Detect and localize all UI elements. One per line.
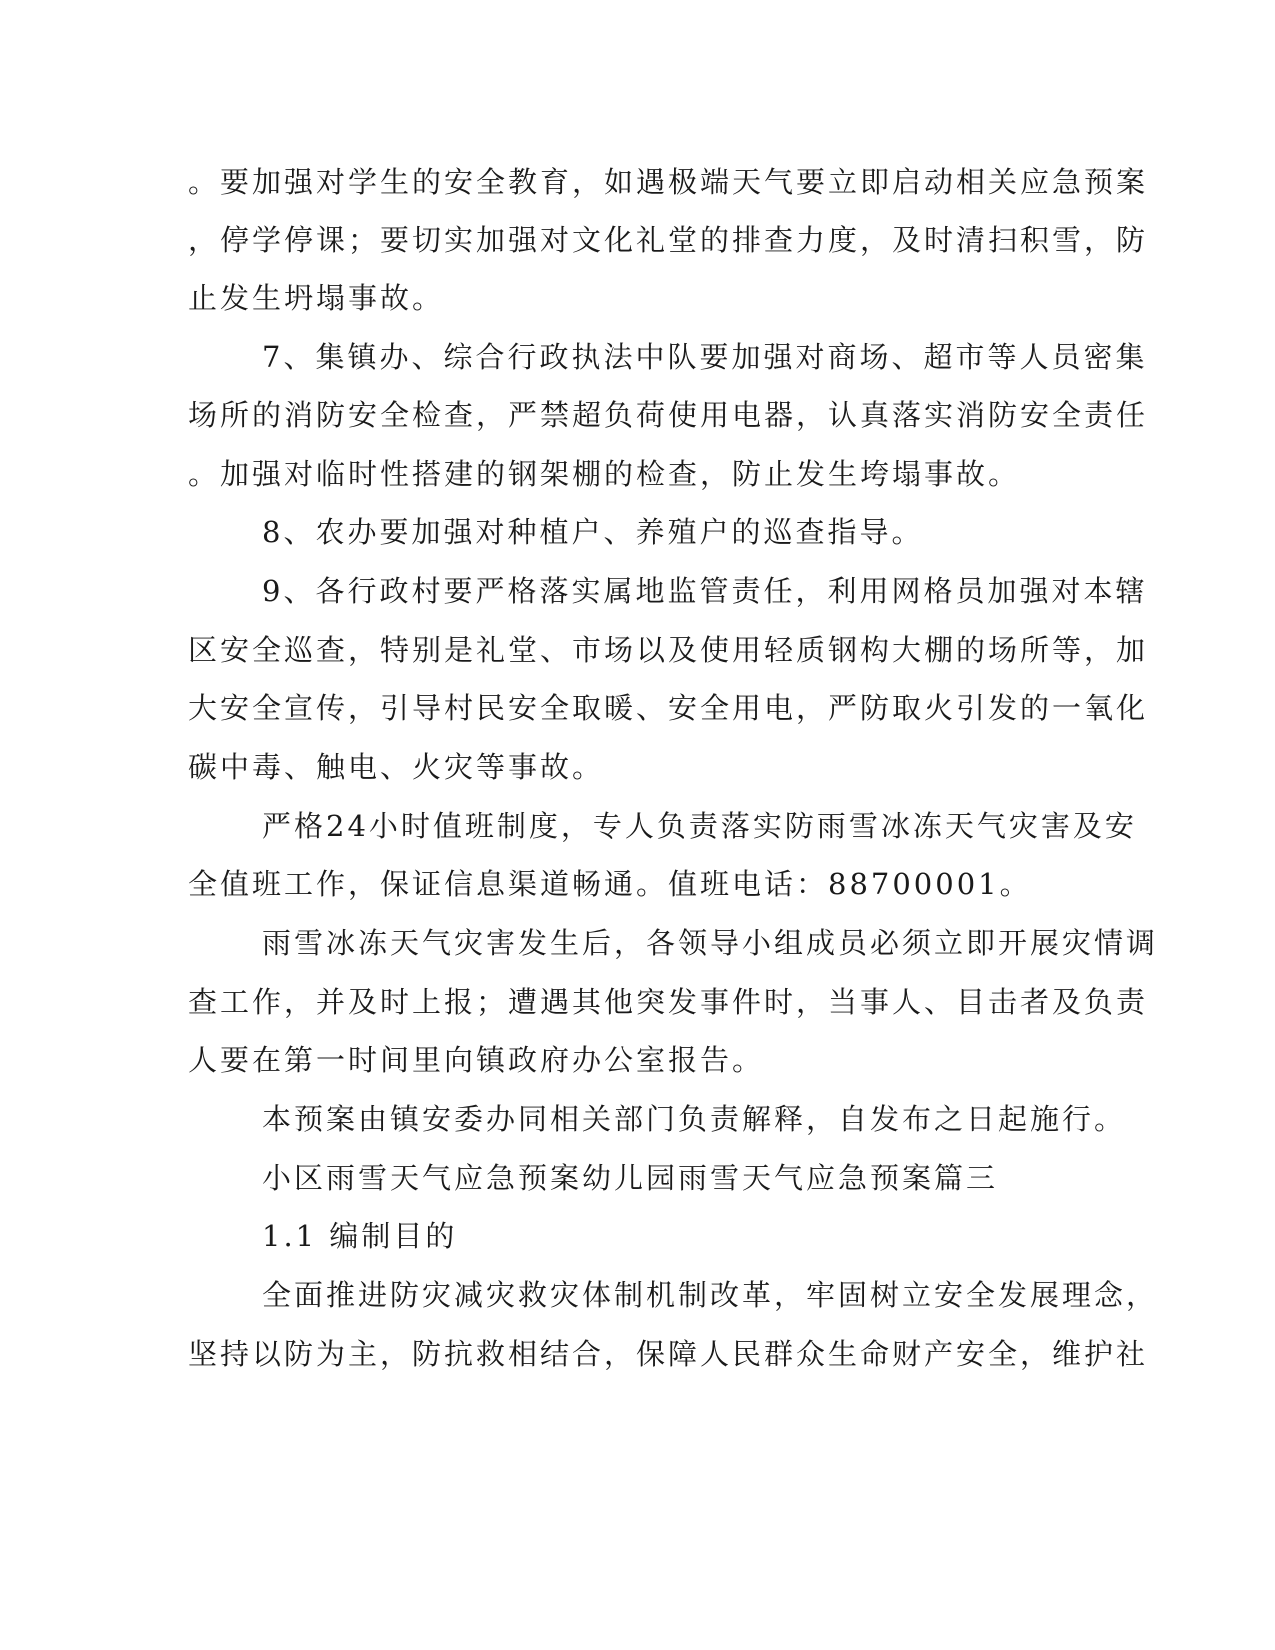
paragraph-line: 大安全宣传，引导村民安全取暖、安全用电，严防取火引发的一氧化 [188, 691, 1149, 725]
paragraph-line: 本预案由镇安委办同相关部门负责解释，自发布之日起施行。 [262, 1102, 1127, 1136]
paragraph-line: 全值班工作，保证信息渠道畅通。值班电话：88700001。 [188, 867, 1032, 901]
paragraph-line: 坚持以防为主，防抗救相结合，保障人民群众生命财产安全，维护社 [188, 1337, 1149, 1371]
paragraph-line: 8、农办要加强对种植户、养殖户的巡查指导。 [262, 515, 924, 549]
paragraph-line: ，停学停课；要切实加强对文化礼堂的排查力度，及时清扫积雪，防 [188, 223, 1149, 257]
paragraph-line: 。要加强对学生的安全教育，如遇极端天气要立即启动相关应急预案 [188, 165, 1149, 199]
subsection-heading: 1.1 编制目的 [262, 1219, 458, 1253]
paragraph-line: 止发生坍塌事故。 [188, 281, 445, 315]
paragraph-line: 场所的消防安全检查，严禁超负荷使用电器，认真落实消防安全责任 [188, 398, 1149, 432]
paragraph-line: 全面推进防灾减灾救灾体制机制改革，牢固树立安全发展理念， [262, 1278, 1159, 1312]
paragraph-line: 9、各行政村要严格落实属地监管责任，利用网格员加强对本辖 [262, 574, 1148, 608]
paragraph-line: 区安全巡查，特别是礼堂、市场以及使用轻质钢构大棚的场所等，加 [188, 633, 1149, 667]
paragraph-line: 查工作，并及时上报；遭遇其他突发事件时，当事人、目击者及负责 [188, 985, 1149, 1019]
paragraph-line: 碳中毒、触电、火灾等事故。 [188, 750, 605, 784]
paragraph-line: 人要在第一时间里向镇政府办公室报告。 [188, 1043, 765, 1077]
paragraph-line: 7、集镇办、综合行政执法中队要加强对商场、超市等人员密集 [262, 340, 1148, 374]
paragraph-line: 。加强对临时性搭建的钢架棚的检查，防止发生垮塌事故。 [188, 457, 1021, 491]
paragraph-line: 严格24小时值班制度，专人负责落实防雨雪冰冻天气灾害及安 [262, 809, 1137, 843]
section-heading: 小区雨雪天气应急预案幼儿园雨雪天气应急预案篇三 [262, 1161, 999, 1195]
paragraph-line: 雨雪冰冻天气灾害发生后，各领导小组成员必须立即开展灾情调 [262, 926, 1159, 960]
